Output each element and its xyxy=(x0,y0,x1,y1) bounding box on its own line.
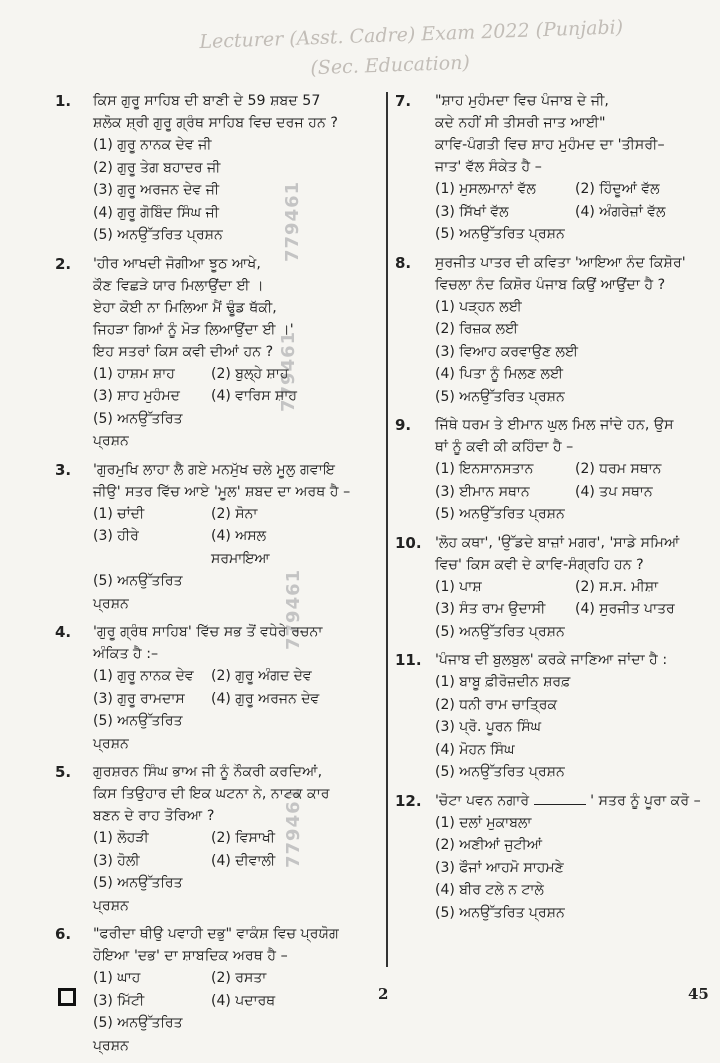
handwritten-line-1: Lecturer (Asst. Cadre) Exam 2022 (Punjabi) xyxy=(199,16,624,54)
question-text: 'ਗੁਰੂ ਗ੍ਰੰਥ ਸਾਹਿਬ' ਵਿੱਚ ਸਭ ਤੋਂ ਵਧੇਰੇ ਰਚਨਾ ਅੰਕਿਤ ਹੈ :– xyxy=(93,624,323,662)
question-number: 6. xyxy=(55,925,72,943)
answer-option: (2) ਧਨੀ ਰਾਮ ਚਾਤ੍ਰਿਕ xyxy=(435,696,557,713)
answer-option: (4) ਅੰਗਰੇਜ਼ਾਂ ਵੱਲ xyxy=(575,203,666,220)
answer-option: (3) ਸੰਤ ਰਾਮ ਉਦਾਸੀ xyxy=(435,601,546,617)
answer-option: (5) ਅਨਉੱਤਰਿਤ ਪ੍ਰਸ਼ਨ xyxy=(93,573,183,612)
question-body xyxy=(93,90,380,247)
question-body xyxy=(93,761,380,917)
answer-option: (1) ਗੁਰੂ ਨਾਨਕ ਦੇਵ ਜੀ xyxy=(93,137,212,153)
question-text: "ਸ਼ਾਹ ਮੁਹੰਮਦਾ ਵਿਚ ਪੰਜਾਬ ਦੇ ਜੀ, ਕਦੇ ਨਹੀਂ ਸੀ ਤੀਸਰੀ ਜਾਤ ਆਈ" ਕਾਵਿ-ਪੰਗਤੀ ਵਿਚ ਸ਼ਾਹ ਮੁਹੰਮਦ ਦਾ 'ਤੀਸਰੀ– ਜਾਤ' ਵੱਲ ਸੰਕੇਤ ਹੈ – xyxy=(435,93,665,175)
answer-option: (2) ਅਣੀਆਂ ਜੁਟੀਆਂ xyxy=(435,837,542,853)
watermark: 779461 xyxy=(283,786,304,868)
answer-option: (2) ਗੁਰੂ ਅੰਗਦ ਦੇਵ xyxy=(211,668,312,684)
options-list xyxy=(93,363,380,453)
answer-option: (4) ਦੀਵਾਲੀ xyxy=(211,852,276,869)
answer-option: (5) ਅਨਉੱਤਰਿਤ ਪ੍ਰਸ਼ਨ xyxy=(93,1015,183,1054)
options-row xyxy=(93,688,380,711)
options-list xyxy=(435,576,705,644)
question-block xyxy=(55,621,380,755)
answer-option: (2) ਹਿੰਦੂਆਂ ਵੱਲ xyxy=(575,181,660,197)
answer-option: (5) ਅਨਉੱਤਰਿਤ ਪ੍ਰਸ਼ਨ xyxy=(93,713,183,752)
answer-option: (1) ਘਾਹ xyxy=(93,970,141,986)
right-column xyxy=(395,90,705,930)
options-list xyxy=(435,458,705,526)
options-row xyxy=(93,385,380,408)
answer-option: (3) ਈਮਾਨ ਸਥਾਨ xyxy=(435,483,530,500)
question-block xyxy=(55,90,380,247)
answer-option: (2) ਵਿਸਾਖੀ xyxy=(211,830,275,846)
watermark: 779461 xyxy=(282,180,303,262)
handwritten-note xyxy=(199,9,720,97)
answer-option: (3) ਸ਼ਾਹ ਮੁਹੰਮਦ xyxy=(93,388,180,404)
question-block xyxy=(55,459,380,616)
answer-option: (3) ਮਿੱਟੀ xyxy=(93,992,145,1009)
page-number-center: 2 xyxy=(378,985,389,1003)
question-number: 4. xyxy=(55,623,72,641)
question-block xyxy=(55,761,380,917)
question-number: 2. xyxy=(55,254,72,273)
options-row xyxy=(435,503,705,526)
question-block xyxy=(395,252,705,409)
question-block xyxy=(395,532,705,644)
answer-option: (5) ਅਨਉੱਤਰਿਤ ਪ੍ਰਸ਼ਨ xyxy=(93,227,223,243)
options-list xyxy=(93,503,380,616)
options-row xyxy=(93,710,380,755)
question-body xyxy=(435,790,705,925)
answer-option: (4) ਗੁਰੂ ਗੋਬਿੰਦ ਸਿੰਘ ਜੀ xyxy=(93,204,219,221)
answer-option: (1) ਗੁਰੂ ਨਾਨਕ ਦੇਵ xyxy=(93,668,194,684)
question-block xyxy=(395,790,705,925)
question-block xyxy=(395,90,705,246)
question-block xyxy=(55,253,380,453)
question-text: ਸੁਰਜੀਤ ਪਾਤਰ ਦੀ ਕਵਿਤਾ 'ਆਇਆ ਨੰਦ ਕਿਸ਼ੋਰ' ਵਿਚਲਾ ਨੰਦ ਕਿਸ਼ੋਰ ਪੰਜਾਬ ਕਿਉਂ ਆਉਂਦਾ ਹੈ ? xyxy=(435,254,686,293)
question-number: 12. xyxy=(395,791,422,810)
options-row xyxy=(93,827,380,850)
question-body xyxy=(435,90,705,246)
answer-option: (5) ਅਨਉੱਤਰਿਤ ਪ੍ਰਸ਼ਨ xyxy=(435,764,565,780)
options-row xyxy=(93,872,380,917)
answer-option: (5) ਅਨਉੱਤਰਿਤ ਪ੍ਰਸ਼ਨ xyxy=(435,226,565,242)
left-column xyxy=(55,90,380,1063)
question-text-part: 'ਚੋਟਾ ਪਵਨ ਨਗਾਰੇ xyxy=(435,792,530,809)
options-row xyxy=(435,458,705,481)
handwritten-line-2: (Sec. Education) xyxy=(310,51,471,80)
options-row xyxy=(93,363,380,386)
question-block xyxy=(395,649,705,784)
answer-option: (3) ਹੀਰੇ xyxy=(93,528,139,544)
question-number: 5. xyxy=(55,763,72,781)
answer-option: (4) ਵਾਰਿਸ ਸ਼ਾਹ xyxy=(211,388,297,404)
options-row xyxy=(93,525,380,570)
question-number: 7. xyxy=(395,92,412,110)
fill-blank-line xyxy=(534,804,586,805)
answer-option: (3) ਫੌਜਾਂ ਆਹਮੋ ਸਾਹਮਣੇ xyxy=(435,859,564,876)
answer-option: (4) ਪਦਾਰਥ xyxy=(211,992,276,1009)
options-row xyxy=(435,598,705,621)
options-row xyxy=(93,1012,380,1057)
options-list xyxy=(93,134,380,247)
options-row xyxy=(93,967,380,990)
question-text: 'ਗੁਰਮੁਖਿ ਲਾਹਾ ਲੈ ਗਏ ਮਨਮੁੱਖ ਚਲੇ ਮੂਲੁ ਗਵਾਇ ਜੀਉ' ਸਤਰ ਵਿੱਚ ਆਏ 'ਮੂਲ' ਸ਼ਬਦ ਦਾ ਅਰਥ ਹੈ – xyxy=(93,461,351,500)
page-number-right: 45 xyxy=(688,985,709,1003)
answer-option: (2) ਸੋਨਾ xyxy=(211,505,258,522)
answer-option: (3) ਪ੍ਰੋ. ਪੂਰਨ ਸਿੰਘ xyxy=(435,719,542,735)
options-list xyxy=(435,178,705,246)
answer-option: (4) ਤਪ ਸਥਾਨ xyxy=(575,483,653,500)
question-number: 9. xyxy=(395,416,412,434)
options-row xyxy=(435,621,705,644)
question-block xyxy=(55,923,380,1057)
answer-option: (2) ਰਸਤਾ xyxy=(211,970,267,986)
answer-option: (1) ਪੜ੍ਹਨ ਲਈ xyxy=(435,298,522,315)
question-text: ਗੁਰਸ਼ਰਨ ਸਿੰਘ ਭਾਅ ਜੀ ਨੂੰ ਨੌਕਰੀ ਕਰਦਿਆਂ, ਕਿਸ ਤਿਉਹਾਰ ਦੀ ਇਕ ਘਟਨਾ ਨੇ, ਨਾਟਕ ਕਾਰ ਬਣਨ ਦੇ ਰਾਹ ਤੋਰਿਆ ? xyxy=(93,764,330,824)
answer-option: (4) ਬੀਰ ਟਲੇ ਨ ਟਾਲੇ xyxy=(435,882,544,898)
answer-option: (4) ਗੁਰੂ ਅਰਜਨ ਦੇਵ xyxy=(211,690,320,707)
answer-option: (2) ਧਰਮ ਸਥਾਨ xyxy=(575,461,662,477)
answer-option: (1) ਚਾਂਦੀ xyxy=(93,505,145,522)
question-text: "ਫਰੀਦਾ ਥੀਉ ਪਵਾਹੀ ਦਭੁ" ਵਾਕੰਸ਼ ਵਿਚ ਪ੍ਰਯੋਗ ਹੋਇਆ 'ਦਭ' ਦਾ ਸ਼ਾਬਦਿਕ ਅਰਥ ਹੈ – xyxy=(93,926,339,964)
question-number: 8. xyxy=(395,253,412,272)
question-text xyxy=(435,790,705,812)
question-body xyxy=(435,532,705,644)
column-divider xyxy=(386,92,388,967)
answer-option: (1) ਦਲਾਂ ਮੁਕਾਬਲਾ xyxy=(435,814,532,831)
answer-option: (5) ਅਨਉੱਤਰਿਤ ਪ੍ਰਸ਼ਨ xyxy=(93,410,183,449)
answer-option: (5) ਅਨਉੱਤਰਿਤ ਪ੍ਰਸ਼ਨ xyxy=(435,623,565,640)
answer-option: (2) ਗੁਰੂ ਤੇਗ ਬਹਾਦਰ ਜੀ xyxy=(93,159,221,176)
question-text: 'ਹੀਰ ਆਖਦੀ ਜੋਗੀਆ ਝੂਠ ਆਖੇ, ਕੌਣ ਵਿਛੜੇ ਯਾਰ ਮਿਲਾਉਂਦਾ ਈ । ਏਹਾ ਕੋਈ ਨਾ ਮਿਲਿਆ ਮੈਂ ਢੂੰਡ ਥੱਕੀ, ਜਿਹੜਾ ਗਿਆਂ ਨੂੰ ਮੋੜ ਲਿਆਉਂਦਾ ਈ ।' ਇਹ ਸਤਰਾਂ ਕਿਸ ਕਵੀ ਦੀਆਂ ਹਨ ? xyxy=(93,255,294,360)
answer-option: (1) ਹਾਸ਼ਮ ਸ਼ਾਹ xyxy=(93,365,175,382)
options-row xyxy=(435,223,705,246)
question-body xyxy=(435,649,705,784)
watermark: 779461 xyxy=(283,568,304,650)
options-row xyxy=(435,576,705,599)
answer-option: (2) ਬੁਲ੍ਹੇ ਸ਼ਾਹ xyxy=(211,365,289,382)
options-row xyxy=(435,201,705,224)
options-list xyxy=(93,827,380,917)
watermark: 779461 xyxy=(278,330,299,412)
answer-option: (3) ਗੁਰੂ ਰਾਮਦਾਸ xyxy=(93,690,185,707)
options-list xyxy=(435,671,705,784)
answer-option: (1) ਮੁਸਲਮਾਨਾਂ ਵੱਲ xyxy=(435,181,536,197)
options-list xyxy=(93,967,380,1057)
answer-option: (5) ਅਨਉੱਤਰਿਤ ਪ੍ਰਸ਼ਨ xyxy=(435,506,565,522)
answer-option: (1) ਬਾਬੂ ਫ਼ੀਰੋਜ਼ਦੀਨ ਸ਼ਰਫ਼ xyxy=(435,674,571,690)
answer-option: (2) ਰਿਜ਼ਕ ਲਈ xyxy=(435,321,519,337)
options-list xyxy=(93,665,380,755)
question-text: ਜਿੱਥੇ ਧਰਮ ਤੇ ਈਮਾਨ ਘੁਲ ਮਿਲ ਜਾਂਦੇ ਹਨ, ਉਸ ਥਾਂ ਨੂੰ ਕਵੀ ਕੀ ਕਹਿੰਦਾ ਹੈ – xyxy=(435,417,674,455)
question-number: 3. xyxy=(55,460,72,479)
options-row xyxy=(435,481,705,504)
answer-option: (1) ਲੋਹੜੀ xyxy=(93,830,149,846)
page-marker-square xyxy=(58,988,76,1006)
answer-option: (4) ਸੁਰਜੀਤ ਪਾਤਰ xyxy=(575,601,675,617)
question-text-part: ' ਸਤਰ ਨੂੰ ਪੂਰਾ ਕਰੋ – xyxy=(590,792,701,809)
answer-option: (5) ਅਨਉੱਤਰਿਤ ਪ੍ਰਸ਼ਨ xyxy=(435,388,565,405)
options-list xyxy=(435,296,705,409)
question-text: 'ਪੰਜਾਬ ਦੀ ਬੁਲਬੁਲ' ਕਰਕੇ ਜਾਣਿਆ ਜਾਂਦਾ ਹੈ : xyxy=(435,652,668,668)
question-body xyxy=(93,923,380,1057)
options-row xyxy=(93,503,380,526)
answer-option: (5) ਅਨਉੱਤਰਿਤ ਪ੍ਰਸ਼ਨ xyxy=(435,904,565,921)
answer-option: (2) ਸ.ਸ. ਮੀਸ਼ਾ xyxy=(575,578,659,595)
options-row xyxy=(93,408,380,453)
options-row xyxy=(93,850,380,873)
question-body xyxy=(93,253,380,453)
options-row xyxy=(93,570,380,615)
answer-option: (1) ਇਨਸਾਨਸਤਾਨ xyxy=(435,461,534,477)
question-body xyxy=(435,414,705,526)
options-row xyxy=(93,665,380,688)
answer-option: (3) ਹੋਲੀ xyxy=(93,852,140,869)
answer-option: (4) ਅਸਲ ਸਰਮਾਇਆ xyxy=(211,528,270,567)
question-number: 11. xyxy=(395,651,422,669)
answer-option: (5) ਅਨਉੱਤਰਿਤ ਪ੍ਰਸ਼ਨ xyxy=(93,875,183,914)
answer-option: (4) ਪਿਤਾ ਨੂੰ ਮਿਲਣ ਲਈ xyxy=(435,366,563,382)
answer-option: (3) ਸਿੱਖਾਂ ਵੱਲ xyxy=(435,203,509,220)
question-text: ਕਿਸ ਗੁਰੂ ਸਾਹਿਬ ਦੀ ਬਾਣੀ ਦੇ 59 ਸ਼ਬਦ 57 ਸ਼ਲੋਕ ਸ਼੍ਰੀ ਗੁਰੂ ਗ੍ਰੰਥ ਸਾਹਿਬ ਵਿਚ ਦਰਜ ਹਨ ? xyxy=(93,93,338,131)
answer-option: (1) ਪਾਸ਼ xyxy=(435,578,482,595)
question-number: 10. xyxy=(395,533,422,552)
answer-option: (3) ਗੁਰੂ ਅਰਜਨ ਦੇਵ ਜੀ xyxy=(93,182,220,198)
options-list xyxy=(435,812,705,925)
question-body xyxy=(93,621,380,755)
question-block xyxy=(395,414,705,526)
question-body xyxy=(435,252,705,409)
question-text: 'ਲੋਹ ਕਥਾ', 'ਉੱਡਦੇ ਬਾਜ਼ਾਂ ਮਗਰ', 'ਸਾਡੇ ਸਮਿਆਂ ਵਿਚ' ਕਿਸ ਕਵੀ ਦੇ ਕਾਵਿ-ਸੰਗ੍ਰਹਿ ਹਨ ? xyxy=(435,534,680,573)
question-body xyxy=(93,459,380,616)
options-row xyxy=(435,178,705,201)
question-number: 1. xyxy=(55,92,72,110)
options-row xyxy=(93,990,380,1013)
answer-option: (3) ਵਿਆਹ ਕਰਵਾਉਣ ਲਈ xyxy=(435,343,578,360)
answer-option: (4) ਮੋਹਨ ਸਿੰਘ xyxy=(435,741,515,758)
